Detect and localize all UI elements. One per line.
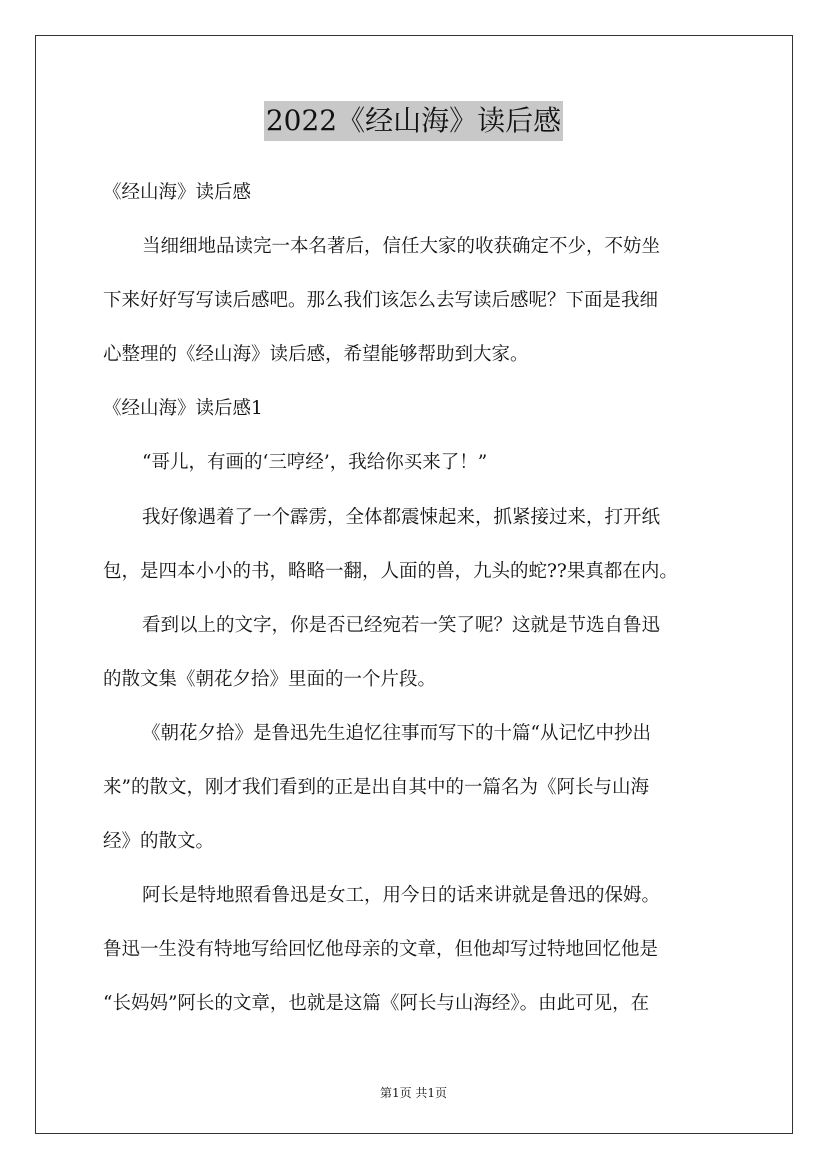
paragraph-line: 的散文集《朝花夕拾》里面的一个片段。 — [103, 669, 437, 690]
paragraph-line: 下来好好写写读后感吧。那么我们该怎么去写读后感呢？下面是我细 — [103, 290, 659, 311]
paragraph-line: 我好像遇着了一个霹雳，全体都震悚起来，抓紧接过来，打开纸 — [142, 507, 661, 528]
paragraph-line: 来”的散文，刚才我们看到的正是出自其中的一篇名为《阿长与山海 — [103, 777, 649, 798]
page-footer: 第1页 共1页 — [379, 1086, 448, 1100]
section-heading: 《经山海》读后感1 — [103, 398, 263, 419]
paragraph-line: 包，是四本小小的书，略略一翻，人面的兽，九头的蛇??果真都在内。 — [103, 561, 678, 582]
paragraph-line: “哥儿，有画的‘三哼经’，我给你买来了！” — [142, 452, 488, 473]
paragraph-line: 当细细地品读完一本名著后，信任大家的收获确定不少，不妨坐 — [142, 236, 661, 257]
document-title: 2022《经山海》读后感 — [264, 101, 563, 141]
paragraph-line: 看到以上的文字，你是否已经宛若一笑了呢？这就是节选自鲁迅 — [142, 615, 661, 636]
paragraph-line: 《朝花夕拾》是鲁迅先生追忆往事而写下的十篇“从记忆中抄出 — [142, 723, 651, 744]
paragraph-line: 心整理的《经山海》读后感，希望能够帮助到大家。 — [103, 344, 529, 365]
title-container — [0, 101, 827, 141]
paragraph-line: 阿长是特地照看鲁迅是女工，用今日的话来讲就是鲁迅的保姆。 — [142, 885, 661, 906]
paragraph-line: 经》的散文。 — [103, 831, 215, 852]
paragraph-line: 鲁迅一生没有特地写给回忆他母亲的文章，但他却写过特地回忆他是 — [103, 939, 659, 960]
paragraph-line: “长妈妈”阿长的文章，也就是这篇《阿长与山海经》。由此可见，在 — [103, 993, 650, 1014]
paragraph-line: 《经山海》读后感 — [103, 182, 252, 203]
